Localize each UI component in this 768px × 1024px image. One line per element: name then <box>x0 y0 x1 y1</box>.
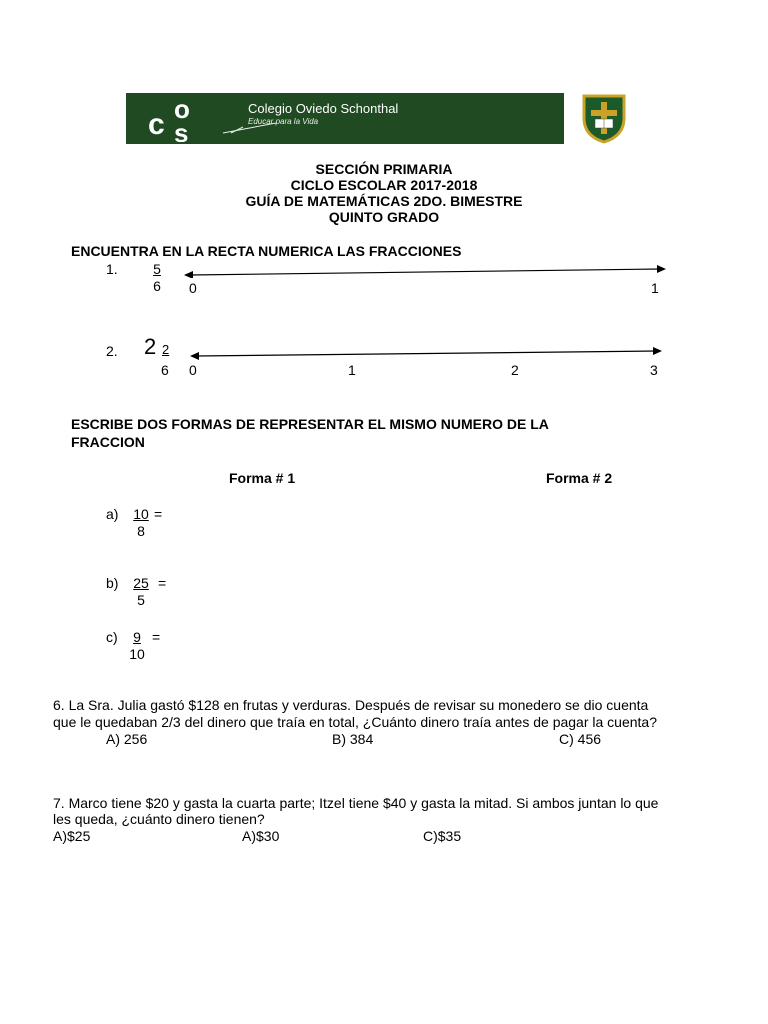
item1-number: 1. <box>106 261 118 277</box>
section1-heading: ENCUENTRA EN LA RECTA NUMERICA LAS FRACCIONES <box>71 243 462 259</box>
q6-text-line2: que le quedaban 2/3 del dinero que traía en total, ¿Cuánto dinero traía antes de pagar la cuenta? <box>53 714 657 730</box>
item-c-numerator: 9 <box>133 629 141 645</box>
item-b-letter: b) <box>106 575 119 591</box>
line2-tick-2: 2 <box>511 362 519 378</box>
item2-whole: 2 <box>144 334 157 359</box>
item-b-denominator: 5 <box>137 592 145 608</box>
q7-option-1: A)$25 <box>53 828 91 844</box>
logo-letter-s: s <box>174 118 189 142</box>
item-b-numerator: 25 <box>133 575 149 591</box>
item-a-equals: = <box>154 506 163 522</box>
line1-tick-0: 0 <box>189 280 197 296</box>
line2-tick-3: 3 <box>650 362 658 378</box>
item-a-fraction <box>130 506 152 540</box>
line2-tick-1: 1 <box>348 362 356 378</box>
column-forma-2: Forma # 2 <box>546 470 613 486</box>
item1-denominator: 6 <box>153 278 161 294</box>
q7-option-2: A)$30 <box>242 828 280 844</box>
title-section: SECCIÓN PRIMARIA <box>315 161 453 177</box>
item-b-equals: = <box>158 575 167 591</box>
item-a-numerator: 10 <box>133 506 149 522</box>
q7-option-3: C)$35 <box>423 828 462 844</box>
section2-heading-line2: FRACCION <box>71 434 145 450</box>
banner-swoosh-icon <box>221 121 281 135</box>
item-a-denominator: 8 <box>137 523 145 539</box>
title-cycle: CICLO ESCOLAR 2017-2018 <box>290 177 478 193</box>
title-guide: GUÍA DE MATEMÁTICAS 2DO. BIMESTRE <box>245 193 523 209</box>
q7-text-line2: les queda, ¿cuánto dinero tienen? <box>53 811 265 827</box>
item-a-letter: a) <box>106 506 119 522</box>
line1-tick-1: 1 <box>651 280 659 296</box>
school-banner <box>126 93 564 144</box>
section2-heading-line1: ESCRIBE DOS FORMAS DE REPRESENTAR EL MISMO NUMERO DE LA <box>71 416 549 432</box>
item-c-letter: c) <box>106 629 118 645</box>
school-name: Colegio Oviedo Schonthal <box>248 101 399 116</box>
school-motto: Educar para la Vida <box>248 117 319 126</box>
number-line-1 <box>184 264 668 278</box>
title-grade: QUINTO GRADO <box>328 209 440 225</box>
logo-letter-c: c <box>148 108 165 141</box>
line2-tick-0: 0 <box>189 362 197 378</box>
number-line-2 <box>190 346 664 360</box>
school-crest-icon <box>580 92 628 144</box>
q6-option-a: A) 256 <box>106 731 148 747</box>
logo-letter-o: o <box>174 96 190 124</box>
q6-text-line1: 6. La Sra. Julia gastó $128 en frutas y verduras. Después de revisar su monedero se dio cuenta <box>53 697 649 713</box>
q6-option-b: B) 384 <box>332 731 374 747</box>
item1-fraction <box>148 261 166 295</box>
item-c-denominator: 10 <box>129 646 145 662</box>
cos-logo-icon <box>146 96 226 142</box>
column-forma-1: Forma # 1 <box>229 470 296 486</box>
item-c-equals: = <box>152 629 161 645</box>
item2-numerator: 2 <box>162 342 170 357</box>
item1-numerator: 5 <box>153 261 161 277</box>
item-b-fraction <box>130 575 152 609</box>
item2-denominator: 6 <box>161 362 169 378</box>
item-c-fraction <box>126 629 148 663</box>
q6-option-c: C) 456 <box>559 731 602 747</box>
item2-number: 2. <box>106 343 118 359</box>
q7-text-line1: 7. Marco tiene $20 y gasta la cuarta parte; Itzel tiene $40 y gasta la mitad. Si ambos juntan lo que <box>53 795 659 811</box>
